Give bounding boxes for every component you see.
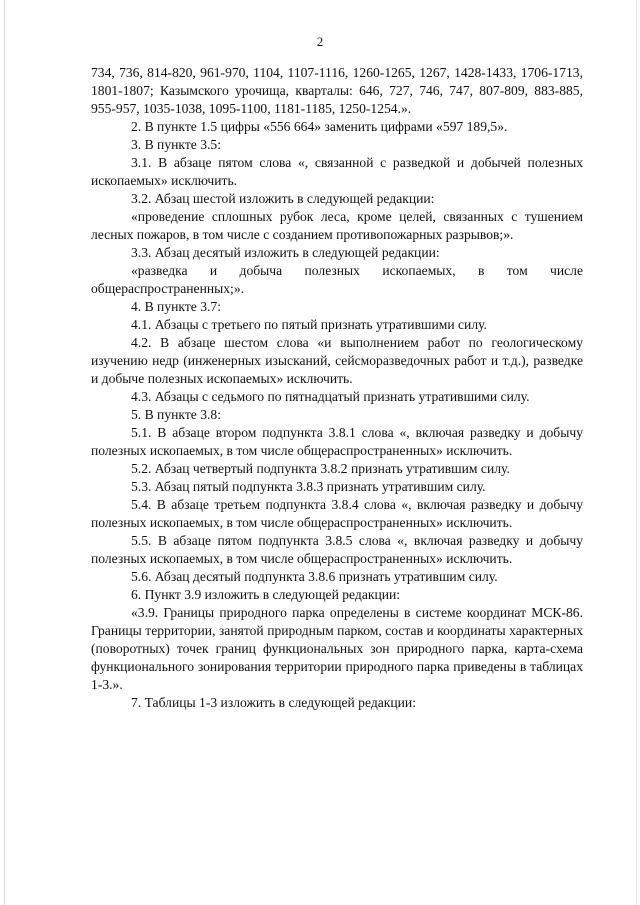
paragraph-item-7: 7. Таблицы 1-3 изложить в следующей редакции: <box>131 695 416 710</box>
paragraph-quote-3-3: «разведка и добыча полезных ископаемых, в том числе общераспространенных;». <box>91 263 583 296</box>
paragraph-quote-6: «3.9. Границы природного парка определены в системе координат МСК-86. Границы территории, занятой природным парком, состав и координаты характерных (поворотных) точек границ функциональных зон природного парка, карта-схема функционального зонирования территории природного парка приведены в таблицах 1-3.». <box>91 605 583 692</box>
paragraph-item-5-3: 5.3. Абзац пятый подпункта 3.8.3 признать утратившим силу. <box>131 479 486 494</box>
paragraph-item-5: 5. В пункте 3.8: <box>131 407 221 422</box>
page-number: 2 <box>316 34 324 49</box>
paragraph-item-5-2: 5.2. Абзац четвертый подпункта 3.8.2 признать утратившим силу. <box>131 461 510 476</box>
paragraph-item-4: 4. В пункте 3.7: <box>131 299 221 314</box>
scan-edge-right <box>636 0 637 905</box>
scan-edge-left <box>4 0 5 905</box>
paragraph-item-3-2: 3.2. Абзац шестой изложить в следующей редакции: <box>131 191 435 206</box>
paragraph-item-5-4: 5.4. В абзаце третьем подпункта 3.8.4 слова «, включая разведку и добычу полезных ископаемых, в том числе общераспространенных» исключить. <box>91 497 583 530</box>
paragraph-item-3-3: 3.3. Абзац десятый изложить в следующей редакции: <box>131 245 440 260</box>
paragraph-item-5-1: 5.1. В абзаце втором подпункта 3.8.1 слова «, включая разведку и добычу полезных ископаемых, в том числе общераспространенных» исключить. <box>91 425 583 458</box>
paragraph-item-3: 3. В пункте 3.5: <box>131 137 221 152</box>
paragraph-continuation: 734, 736, 814-820, 961-970, 1104, 1107-1116, 1260-1265, 1267, 1428-1433, 1706-1713, 1801-1807; Казымского урочища, кварталы: 646, 727, 746, 747, 807-809, 883-885, 955-957, 1035-1038, 1095-1100, 1181-1185, 1250-1254.». <box>91 65 583 116</box>
paragraph-item-5-5: 5.5. В абзаце пятом подпункта 3.8.5 слова «, включая разведку и добычу полезных ископаемых, в том числе общераспространенных» исключить. <box>91 533 583 566</box>
paragraph-item-4-1: 4.1. Абзацы с третьего по пятый признать утратившими силу. <box>131 317 487 332</box>
paragraph-item-4-2: 4.2. В абзаце шестом слова «и выполнением работ по геологическому изучению недр (инженерных изысканий, сейсморазведочных работ и т.д.), разведке и добыче полезных ископаемых» исключить. <box>91 335 583 386</box>
paragraph-item-4-3: 4.3. Абзацы с седьмого по пятнадцатый признать утратившими силу. <box>131 389 530 404</box>
paragraph-item-2: 2. В пункте 1.5 цифры «556 664» заменить цифрами «597 189,5». <box>131 119 508 134</box>
paragraph-item-3-1: 3.1. В абзаце пятом слова «, связанной с разведкой и добычей полезных ископаемых» исключить. <box>91 155 583 188</box>
paragraph-item-6: 6. Пункт 3.9 изложить в следующей редакции: <box>131 587 401 602</box>
paragraph-quote-3-2: «проведение сплошных рубок леса, кроме целей, связанных с тушением лесных пожаров, в том числе с созданием противопожарных разрывов;». <box>91 209 583 242</box>
document-body <box>91 64 583 712</box>
paragraph-item-5-6: 5.6. Абзац десятый подпункта 3.8.6 признать утратившим силу. <box>131 569 498 584</box>
